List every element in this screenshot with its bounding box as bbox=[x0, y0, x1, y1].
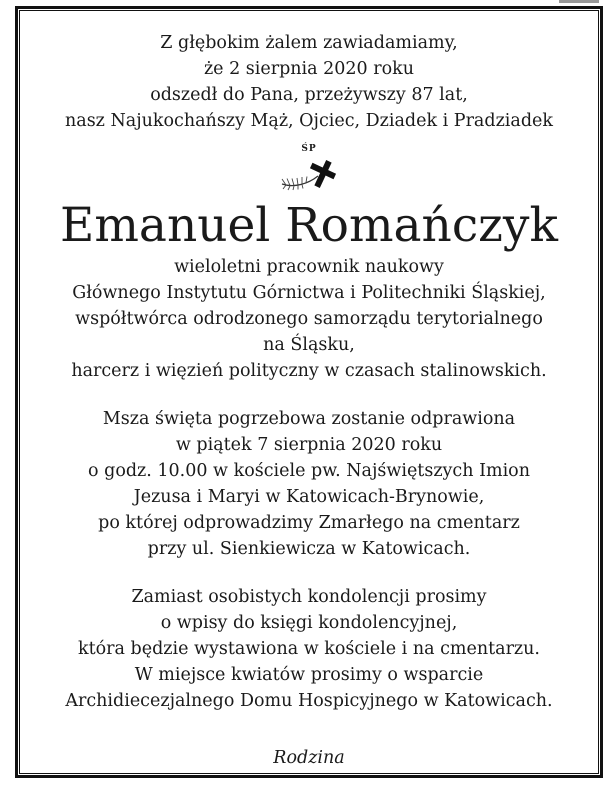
sp-label: ŚP bbox=[301, 144, 317, 154]
funeral-line: Jezusa i Maryi w Katowicach-Brynowie, bbox=[133, 487, 485, 507]
funeral-line: przy ul. Sienkiewicza w Katowicach. bbox=[147, 539, 471, 559]
funeral-line: Msza święta pogrzebowa zostanie odprawiona bbox=[102, 409, 516, 429]
intro-line: że 2 sierpnia 2020 roku bbox=[203, 59, 415, 79]
funeral-details bbox=[20, 406, 598, 562]
funeral-line: o godz. 10.00 w kościele pw. Najświętszych Imion bbox=[88, 461, 530, 481]
mourning-emblem bbox=[274, 144, 344, 196]
biography bbox=[20, 254, 598, 384]
bio-line: wieloletni pracownik naukowy bbox=[174, 257, 444, 277]
request-line: W miejsce kwiatów prosimy o wsparcie bbox=[134, 665, 484, 685]
deceased-name: Emanuel Romańczyk bbox=[60, 198, 558, 253]
funeral-line: po której odprowadzimy Zmarłego na cmentarz bbox=[98, 513, 520, 533]
request-line: Zamiast osobistych kondolencji prosimy bbox=[131, 587, 487, 607]
obituary-notice bbox=[20, 30, 598, 768]
request-line: która będzie wystawiona w kościele i na cmentarzu. bbox=[78, 639, 540, 659]
intro-line: nasz Najukochańszy Mąż, Ojciec, Dziadek i Pradziadek bbox=[65, 111, 553, 131]
intro-line: odszedł do Pana, przeżywszy 87 lat, bbox=[150, 85, 468, 105]
announcement-intro bbox=[20, 30, 598, 134]
family-requests bbox=[20, 584, 598, 714]
bio-line: na Śląsku, bbox=[263, 335, 355, 355]
family-signature: Rodzina bbox=[273, 748, 345, 768]
funeral-line: w piątek 7 sierpnia 2020 roku bbox=[175, 435, 443, 455]
bio-line: harcerz i więzień polityczny w czasach stalinowskich. bbox=[71, 361, 547, 381]
page-edge-mark bbox=[559, 0, 599, 3]
request-line: Archidiecezjalnego Domu Hospicyjnego w Katowicach. bbox=[65, 691, 553, 711]
bio-line: Głównego Instytutu Górnictwa i Politechniki Śląskiej, bbox=[72, 283, 546, 303]
intro-line: Z głębokim żalem zawiadamiamy, bbox=[160, 33, 458, 53]
request-line: o wpisy do księgi kondolencyjnej, bbox=[160, 613, 458, 633]
bio-line: współtwórca odrodzonego samorządu terytorialnego bbox=[75, 309, 543, 329]
cross-and-palm-branch-icon bbox=[274, 154, 344, 194]
